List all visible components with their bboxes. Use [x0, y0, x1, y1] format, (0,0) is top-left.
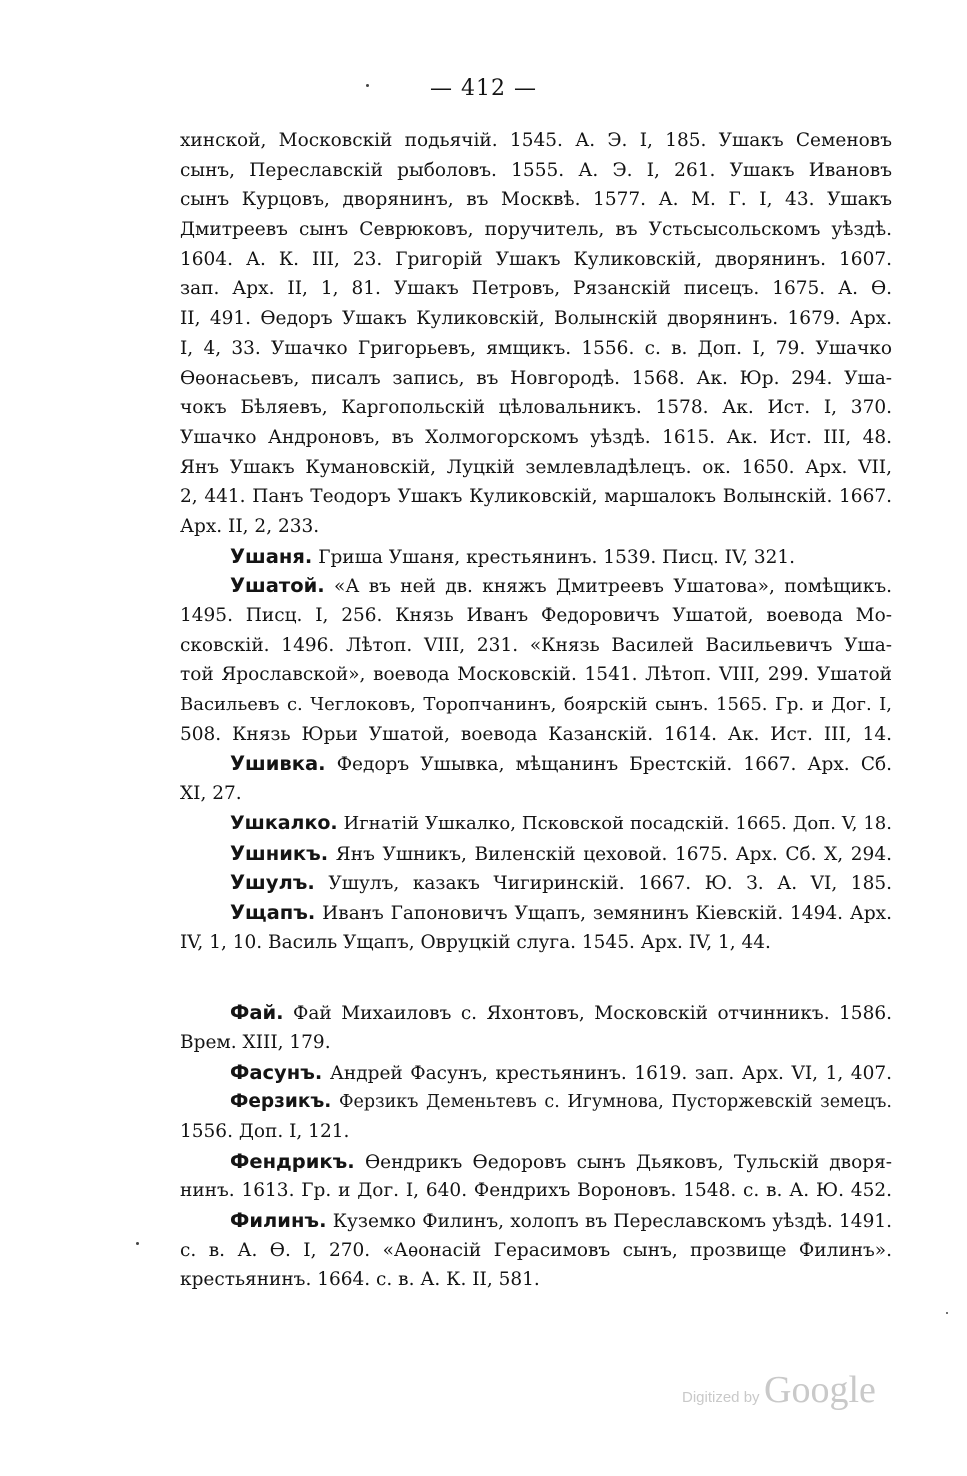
entry-headword: Ушатой.: [230, 574, 325, 598]
text-line: [180, 631, 892, 661]
line-text: 1604. А. К. III, 23. Григорій Ушакъ Куликовскій, дворянинъ. 1607.: [180, 248, 892, 270]
text-line: [180, 720, 892, 750]
line-text: крестьянинъ. 1664. с. в. А. К. II, 581.: [180, 1269, 540, 1291]
entry-line: [180, 1087, 892, 1117]
entry-line: [180, 868, 892, 898]
scan-speck: [136, 1242, 139, 1245]
text-line: [180, 156, 892, 186]
line-text: Фай Михаиловъ с. Яхонтовъ, Московскій отчинникъ. 1586.: [293, 1003, 892, 1025]
line-text: Ѳендрикъ Ѳедоровъ сынъ Дьяковъ, Тульскій дворя-: [364, 1151, 892, 1173]
watermark-brand: Google: [764, 1369, 876, 1411]
line-text: IV, 1, 10. Василь Ущапъ, Овруцкій слуга. 1545. Арх. IV, 1, 44.: [180, 931, 771, 953]
text-line: [180, 423, 892, 453]
line-text: Иванъ Гапоновичъ Ущапъ, земянинъ Кіевскій. 1494. Арх.: [322, 902, 892, 924]
text-line: [180, 1265, 892, 1295]
line-text: Дмитреевъ сынъ Севрюковъ, поручитель, въ Устьсысольскомъ уѣздѣ.: [180, 219, 892, 241]
line-text: Ушачко Андроновъ, въ Холмогорскомъ уѣздѣ. 1615. Ак. Ист. III, 48.: [180, 426, 892, 448]
text-line: [180, 512, 892, 542]
text-line: [180, 185, 892, 215]
text-line: [180, 779, 892, 809]
line-text: сынъ Курцовъ, дворянинъ, въ Москвѣ. 1577. А. М. Г. I, 43. Ушакъ: [180, 189, 892, 211]
entry-line: [180, 542, 892, 572]
text-line: [180, 660, 892, 690]
line-text: 1556. Доп. I, 121.: [180, 1121, 350, 1142]
line-text: 2, 441. Панъ Теодоръ Ушакъ Куликовскій, маршалокъ Волынскій. 1667.: [180, 486, 892, 508]
entry-headword: Ушкалко.: [230, 811, 338, 834]
entry-headword: Ущапъ.: [230, 900, 316, 924]
scan-speck: [946, 1312, 948, 1314]
line-text: нинъ. 1613. Гр. и Дог. I, 640. Фендрихъ Вороновъ. 1548. с. в. А. Ю. 452.: [180, 1180, 892, 1202]
line-text: Куземко Филинъ, холопъ въ Переславскомъ уѣздѣ. 1491.: [332, 1211, 892, 1233]
entry-line: [180, 998, 892, 1028]
entry-headword: Фендрикъ.: [230, 1149, 355, 1173]
line-text: той Ярославской», воевода Московскій. 1541. Лѣтоп. VIII, 299. Ушатой: [180, 664, 892, 686]
line-text: Янъ Ушакъ Кумановскій, Луцкій землевладѣлецъ. ок. 1650. Арх. VII,: [180, 456, 892, 478]
text-line: [180, 334, 892, 364]
entry-headword: Ферзикъ.: [230, 1091, 332, 1113]
line-text: Врем. XIII, 179.: [180, 1031, 331, 1053]
entry-headword: Ушникъ.: [230, 841, 329, 865]
text-line: [180, 274, 892, 304]
text-line: [180, 928, 892, 958]
entry-headword: Ушулъ.: [230, 871, 315, 895]
line-text: II, 491. Ѳедоръ Ушакъ Куликовскій, Волынскій дворянинъ. 1679. Арх.: [180, 308, 892, 330]
entry-headword: Ушивка.: [230, 752, 326, 776]
entry-line: [180, 1147, 892, 1177]
entry-headword: Ушаня.: [230, 544, 313, 568]
entry-line: [180, 1058, 892, 1088]
entry-line: [180, 839, 892, 869]
watermark-prefix: Digitized by: [682, 1389, 760, 1406]
line-text: XI, 27.: [180, 783, 242, 805]
text-line: [180, 1176, 892, 1206]
line-text: Арх. II, 2, 233.: [180, 515, 320, 537]
line-text: сынъ, Переславскій рыболовъ. 1555. А. Э. I, 261. Ушакъ Ивановъ: [180, 159, 892, 181]
line-text: Игнатій Ушкалко, Псковской посадскій. 1665. Доп. V, 18.: [343, 812, 892, 834]
line-text: Ферзикъ Деменьтевъ с. Игумнова, Пусторжевскій земецъ.: [339, 1092, 892, 1113]
text-line: [180, 453, 892, 483]
line-text: Ѳѳонасьевъ, писалъ запись, въ Новгородѣ. 1568. Ак. Юр. 294. Уша-: [180, 367, 892, 389]
entry-line: [180, 898, 892, 928]
line-text: Ушулъ, казакъ Чигиринскій. 1667. Ю. З. А. VI, 185.: [328, 873, 892, 895]
line-text: Андрей Фасунъ, крестьянинъ. 1619. зап. Арх. VI, 1, 407.: [329, 1062, 892, 1084]
page-number: — 412 —: [430, 76, 537, 101]
text-line: [180, 364, 892, 394]
entry-headword: Фай.: [230, 1001, 284, 1025]
text-line: [180, 690, 892, 720]
line-text: Янъ Ушникъ, Виленскій цеховой. 1675. Арх. Сб. X, 294.: [335, 843, 892, 865]
text-line: [180, 304, 892, 334]
section-gap: [180, 957, 892, 998]
scan-speck: [366, 84, 369, 87]
line-text: 1495. Писц. I, 256. Князь Иванъ Федоровичъ Ушатой, воевода Мо-: [180, 605, 892, 626]
entry-line: [180, 749, 892, 779]
line-text: Гриша Ушаня, крестьянинъ. 1539. Писц. IV, 321.: [318, 546, 796, 568]
line-text: Васильевъ с. Чеглоковъ, Торопчанинъ, боярскій сынъ. 1565. Гр. и Дог. I,: [180, 694, 892, 716]
line-text: 508. Князь Юрьи Ушатой, воевода Казанскій. 1614. Ак. Ист. III, 14.: [180, 723, 892, 745]
entry-headword: Филинъ.: [230, 1209, 327, 1233]
text-line: [180, 1028, 892, 1058]
line-text: хинской, Московскій подьячій. 1545. А. Э. I, 185. Ушакъ Семеновъ: [180, 130, 892, 151]
text-line: [180, 1117, 892, 1147]
entry-line: [180, 1206, 892, 1236]
line-text: «А въ ней дв. княжъ Дмитреевъ Ушатова», помѣщикъ.: [334, 576, 892, 598]
line-text: сковскій. 1496. Лѣтоп. VIII, 231. «Князь Василей Васильевичъ Уша-: [180, 634, 892, 656]
text-line: [180, 126, 892, 156]
digitized-by-google-watermark: [682, 1368, 876, 1412]
line-text: I, 4, 33. Ушачко Григорьевъ, ямщикъ. 1556. с. в. Доп. I, 79. Ушачко: [180, 337, 892, 359]
line-text: чокъ Бѣляевъ, Каргопольскій цѣловальникъ. 1578. Ак. Ист. I, 370.: [180, 397, 892, 419]
text-line: [180, 215, 892, 245]
text-line: [180, 393, 892, 423]
text-line: [180, 601, 892, 631]
line-text: с. в. А. Ѳ. I, 270. «Аѳонасій Герасимовъ сынъ, прозвище Филинъ».: [180, 1239, 892, 1261]
line-text: Федоръ Ушывка, мѣщанинъ Брестскій. 1667. Арх. Сб.: [336, 754, 892, 776]
entry-headword: Фасунъ.: [230, 1060, 323, 1084]
line-text: зап. Арх. II, 1, 81. Ушакъ Петровъ, Рязанскій писецъ. 1675. А. Ѳ.: [180, 278, 892, 300]
entry-line: [180, 809, 892, 839]
text-line: [180, 1236, 892, 1266]
text-line: [180, 482, 892, 512]
text-line: [180, 245, 892, 275]
dictionary-text: [180, 126, 892, 1295]
entry-line: [180, 571, 892, 601]
